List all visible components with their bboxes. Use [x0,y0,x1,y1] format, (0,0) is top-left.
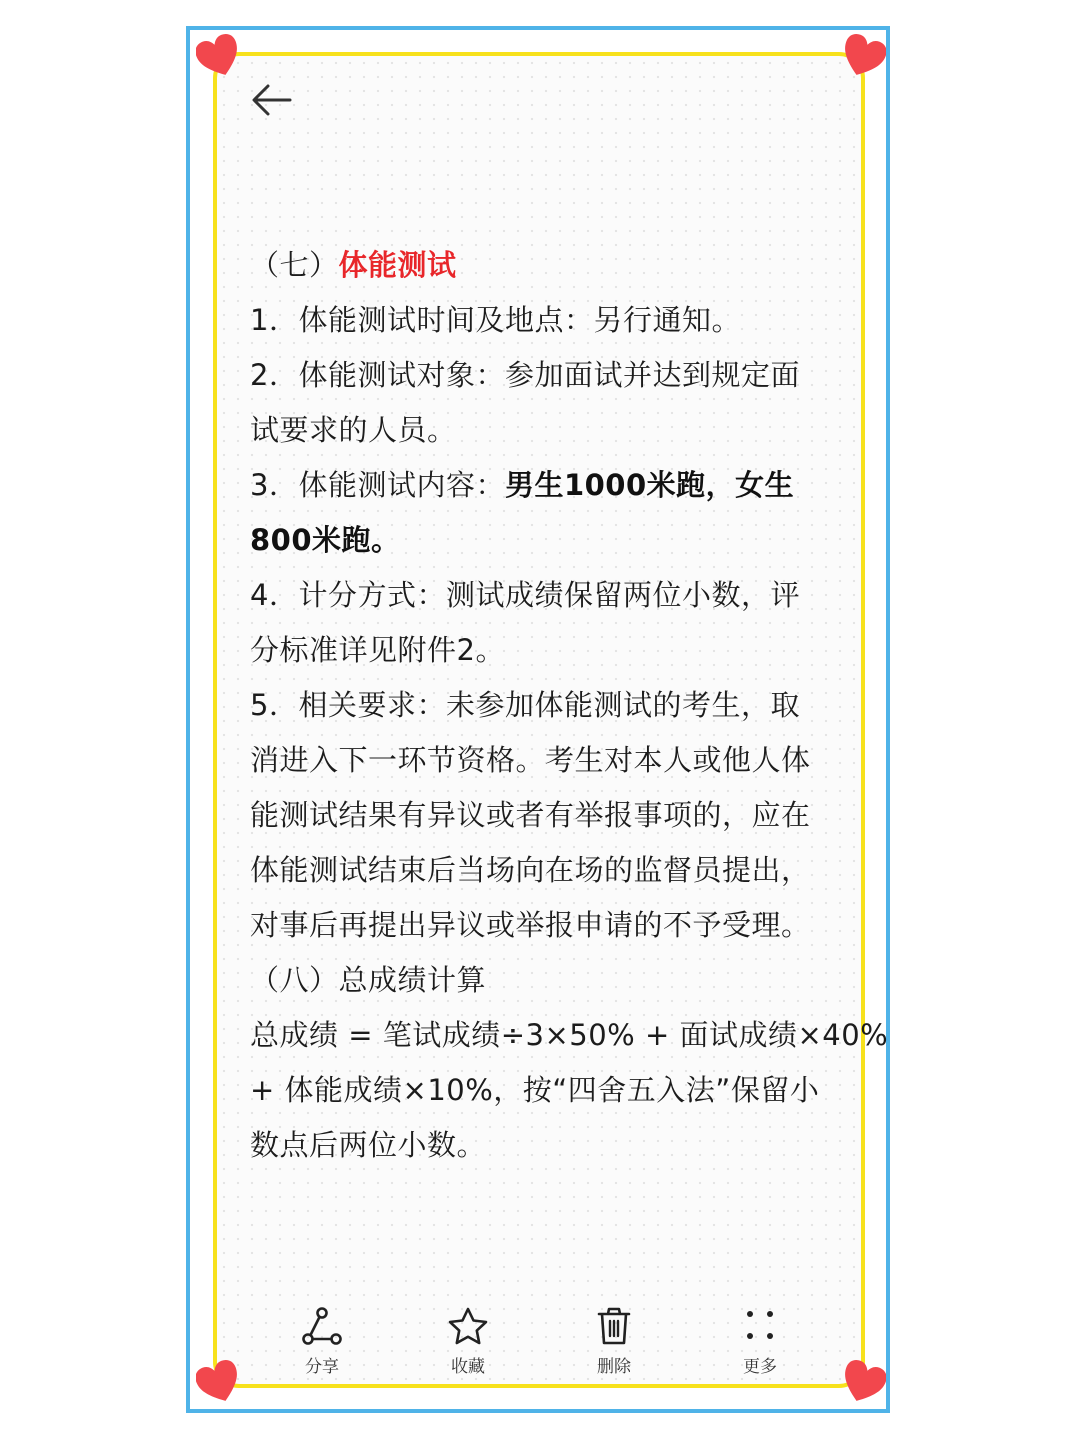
formula-line-1: 总成绩 = 笔试成绩÷3×50% + 面试成绩×40% [250,1018,889,1052]
item-2-line-1: 2．体能测试对象：参加面试并达到规定面 [250,358,800,392]
item-2-line-2: 试要求的人员。 [250,413,457,447]
item-3-line-2: 800米跑。 [250,523,401,557]
heart-icon [196,1360,242,1406]
item-5-line-1: 5．相关要求：未参加体能测试的考生，取 [250,688,800,722]
share-icon [300,1306,344,1346]
item-4-line-2: 分标准详见附件2。 [250,633,505,667]
section-title-red: 体能测试 [338,248,457,282]
heart-icon [840,1360,886,1406]
item-5-line-4: 体能测试结束后当场向在场的监督员提出， [250,853,811,887]
share-button[interactable]: 分享 [272,1300,372,1377]
item-4-line-1: 4．计分方式：测试成绩保留两位小数，评 [250,578,800,612]
bottom-toolbar [250,1300,830,1384]
section-heading-7: （七）体能测试 [250,248,457,282]
item-5-line-2: 消进入下一环节资格。考生对本人或他人体 [250,743,811,777]
back-arrow-icon[interactable] [250,80,294,120]
formula-line-2: + 体能成绩×10%，按“四舍五入法”保留小 [250,1073,820,1107]
item-5-line-5: 对事后再提出异议或举报申请的不予受理。 [250,908,811,942]
more-button[interactable]: 更多 [710,1300,810,1377]
item-5-line-3: 能测试结果有异议或者有举报事项的，应在 [250,798,811,832]
item-3-line-1: 3．体能测试内容：男生1000米跑，女生 [250,468,795,502]
section-heading-8: （八）总成绩计算 [250,963,487,997]
delete-button[interactable]: 删除 [564,1300,664,1377]
more-dots-icon [738,1306,782,1346]
heart-icon [196,34,242,80]
heart-icon [840,34,886,80]
item-1: 1．体能测试时间及地点：另行通知。 [250,303,741,337]
note-body [250,238,889,1173]
favorite-button[interactable]: 收藏 [418,1300,518,1377]
star-icon [446,1306,490,1346]
formula-line-3: 数点后两位小数。 [250,1128,487,1162]
trash-icon [592,1306,636,1346]
